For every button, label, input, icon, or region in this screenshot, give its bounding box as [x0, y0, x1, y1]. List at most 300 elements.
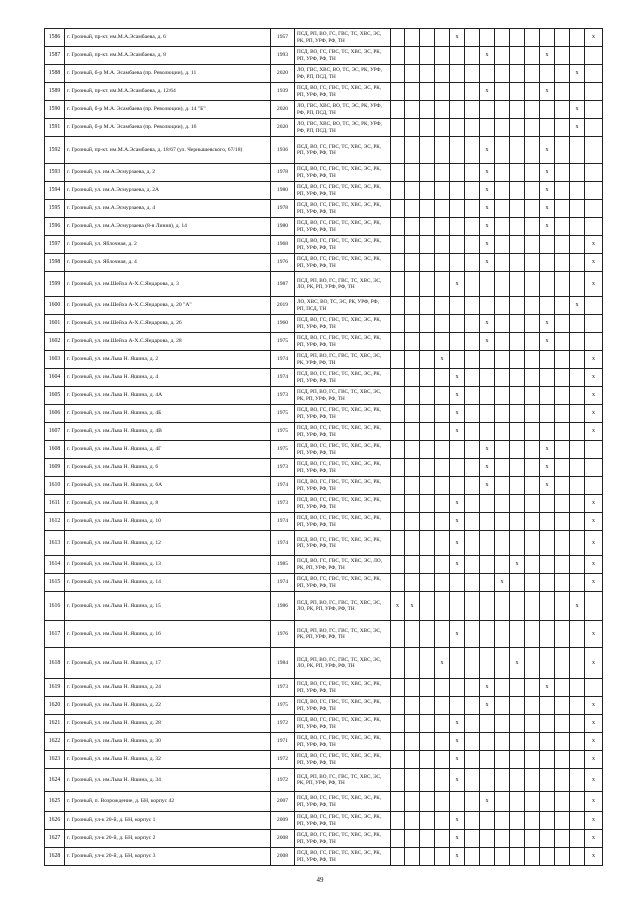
mark-cell — [450, 218, 465, 236]
table-row — [45, 47, 603, 65]
row-number: 1609 — [45, 459, 65, 477]
mark-cell: x — [585, 531, 603, 556]
mark-cell — [420, 164, 435, 182]
row-number: 1621 — [45, 715, 65, 733]
mark-cell — [435, 315, 450, 333]
mark-cell — [510, 531, 525, 556]
mark-cell — [555, 792, 570, 812]
table-row — [45, 369, 603, 387]
mark-cell — [525, 531, 540, 556]
mark-cell — [510, 200, 525, 218]
mark-cell — [480, 29, 495, 47]
mark-cell: x — [450, 621, 465, 648]
mark-cell — [450, 137, 465, 164]
mark-cell — [510, 405, 525, 423]
mark-cell — [391, 830, 405, 848]
mark-cell — [510, 848, 525, 866]
mark-cell — [465, 715, 480, 733]
mark-cell — [540, 812, 555, 830]
mark-cell — [420, 236, 435, 254]
mark-cell — [391, 218, 405, 236]
mark-cell — [510, 769, 525, 792]
mark-cell: x — [540, 200, 555, 218]
mark-cell: x — [480, 47, 495, 65]
mark-cell — [540, 423, 555, 441]
year-cell: 1936 — [271, 137, 295, 164]
mark-cell — [435, 830, 450, 848]
mark-cell — [435, 182, 450, 200]
mark-cell — [405, 218, 420, 236]
address-cell: г. Грозный, ул. Яблочная, д. 4 — [65, 254, 271, 272]
table-row — [45, 812, 603, 830]
mark-cell — [435, 218, 450, 236]
mark-cell — [465, 297, 480, 315]
services-cell: ПСД, ВО, ГС, ГВС, ТС, ХВС, ЭС, РК, РП, УРФ, РФ, ТН — [295, 236, 391, 254]
mark-cell — [435, 697, 450, 715]
mark-cell — [525, 477, 540, 495]
mark-cell — [391, 574, 405, 592]
mark-cell — [420, 697, 435, 715]
mark-cell — [480, 423, 495, 441]
mark-cell: x — [570, 101, 585, 119]
mark-cell — [480, 405, 495, 423]
mark-cell — [391, 621, 405, 648]
mark-cell — [495, 621, 510, 648]
mark-cell — [570, 531, 585, 556]
row-number: 1623 — [45, 751, 65, 769]
mark-cell — [525, 297, 540, 315]
mark-cell — [495, 733, 510, 751]
mark-cell — [391, 164, 405, 182]
mark-cell — [391, 297, 405, 315]
table-row — [45, 679, 603, 697]
mark-cell: x — [450, 848, 465, 866]
mark-cell: x — [450, 751, 465, 769]
mark-cell — [391, 119, 405, 137]
mark-cell — [405, 751, 420, 769]
row-number: 1599 — [45, 272, 65, 297]
mark-cell — [495, 751, 510, 769]
mark-cell — [465, 531, 480, 556]
mark-cell — [495, 405, 510, 423]
mark-cell — [420, 592, 435, 621]
mark-cell — [465, 315, 480, 333]
mark-cell — [405, 297, 420, 315]
mark-cell — [510, 119, 525, 137]
mark-cell — [525, 101, 540, 119]
mark-cell — [555, 531, 570, 556]
mark-cell — [405, 47, 420, 65]
row-number: 1613 — [45, 531, 65, 556]
mark-cell — [540, 848, 555, 866]
mark-cell — [525, 423, 540, 441]
mark-cell — [420, 137, 435, 164]
mark-cell — [555, 459, 570, 477]
mark-cell — [435, 769, 450, 792]
mark-cell: x — [540, 315, 555, 333]
table-row — [45, 574, 603, 592]
table-row — [45, 272, 603, 297]
address-cell: г. Грозный, п. Возрождение, д. БН, корпус 42 — [65, 792, 271, 812]
mark-cell — [480, 513, 495, 531]
mark-cell — [570, 369, 585, 387]
mark-cell — [435, 556, 450, 574]
mark-cell — [585, 200, 603, 218]
mark-cell — [391, 441, 405, 459]
row-number: 1586 — [45, 29, 65, 47]
mark-cell — [391, 812, 405, 830]
mark-cell — [495, 812, 510, 830]
mark-cell — [391, 47, 405, 65]
mark-cell — [435, 333, 450, 351]
mark-cell — [420, 751, 435, 769]
mark-cell — [450, 592, 465, 621]
year-cell: 2008 — [271, 830, 295, 848]
mark-cell — [450, 297, 465, 315]
mark-cell — [510, 733, 525, 751]
mark-cell — [570, 495, 585, 513]
row-number: 1616 — [45, 592, 65, 621]
address-cell: г. Грозный, ул-к 20-й, д. БН, корпус 2 — [65, 830, 271, 848]
mark-cell — [405, 369, 420, 387]
mark-cell — [495, 715, 510, 733]
mark-cell — [555, 592, 570, 621]
mark-cell — [495, 848, 510, 866]
mark-cell — [570, 477, 585, 495]
address-cell: г. Грозный, пр-кт. им.М.А.Эсамбаева, д. 8 — [65, 47, 271, 65]
mark-cell — [570, 236, 585, 254]
mark-cell — [585, 101, 603, 119]
mark-cell — [570, 848, 585, 866]
mark-cell — [570, 83, 585, 101]
mark-cell — [435, 751, 450, 769]
mark-cell — [405, 513, 420, 531]
row-number: 1611 — [45, 495, 65, 513]
services-cell: ПСД, РП, ВО, ГС, ГВС, ТС, ХВС, ЭС, ЛО, РК, РП, УРФ, РФ, ТН — [295, 648, 391, 679]
mark-cell — [391, 101, 405, 119]
address-cell: г. Грозный, ул. им.А.Эсмурзаева, д. 4 — [65, 200, 271, 218]
mark-cell — [495, 441, 510, 459]
mark-cell — [570, 679, 585, 697]
mark-cell — [540, 101, 555, 119]
mark-cell — [495, 556, 510, 574]
mark-cell — [465, 648, 480, 679]
mark-cell — [570, 423, 585, 441]
mark-cell — [510, 621, 525, 648]
mark-cell — [555, 697, 570, 715]
mark-cell — [435, 441, 450, 459]
mark-cell — [480, 574, 495, 592]
mark-cell — [495, 423, 510, 441]
mark-cell: x — [585, 733, 603, 751]
mark-cell — [540, 830, 555, 848]
mark-cell — [555, 119, 570, 137]
mark-cell — [405, 119, 420, 137]
services-cell: ПСД, ВО, ГС, ГВС, ТС, ХВС, ЭС, РК, РП, УРФ, РФ, ТН — [295, 812, 391, 830]
row-number: 1622 — [45, 733, 65, 751]
mark-cell — [525, 164, 540, 182]
year-cell: 1987 — [271, 272, 295, 297]
mark-cell — [391, 531, 405, 556]
mark-cell — [525, 751, 540, 769]
mark-cell — [495, 369, 510, 387]
mark-cell — [480, 556, 495, 574]
mark-cell: x — [585, 648, 603, 679]
mark-cell — [510, 83, 525, 101]
services-cell: ПСД, ВО, ГС, ГВС, ТС, ХВС, ЭС, РК, РП, УРФ, РФ, ТН — [295, 137, 391, 164]
mark-cell: x — [480, 137, 495, 164]
mark-cell — [495, 101, 510, 119]
mark-cell: x — [480, 459, 495, 477]
mark-cell: x — [480, 200, 495, 218]
mark-cell: x — [585, 830, 603, 848]
mark-cell — [480, 812, 495, 830]
mark-cell: x — [480, 83, 495, 101]
page-number: 49 — [316, 876, 324, 884]
mark-cell — [435, 83, 450, 101]
table-row — [45, 236, 603, 254]
mark-cell: x — [480, 164, 495, 182]
address-cell: г. Грозный, б-р М.А. Эсамбаева (пр. Революции), д. 11 — [65, 65, 271, 83]
mark-cell — [585, 477, 603, 495]
row-number: 1628 — [45, 848, 65, 866]
mark-cell — [420, 648, 435, 679]
table-row — [45, 182, 603, 200]
mark-cell: x — [585, 236, 603, 254]
mark-cell — [525, 83, 540, 101]
mark-cell — [435, 405, 450, 423]
mark-cell — [435, 531, 450, 556]
mark-cell — [465, 101, 480, 119]
mark-cell — [585, 333, 603, 351]
mark-cell — [405, 679, 420, 697]
address-cell: г. Грозный, ул. им.А.Эсмурзаева, д. 2А — [65, 182, 271, 200]
mark-cell — [480, 769, 495, 792]
services-cell: ЛО, ГВС, ХВС, ВО, ТС, ЭС, РК, УРФ, РФ, РП, ПСД, ТН — [295, 65, 391, 83]
services-cell: ПСД, ВО, ГС, ГВС, ТС, ХВС, ЭС, РК, РП, УРФ, РФ, ТН — [295, 182, 391, 200]
year-cell: 1984 — [271, 648, 295, 679]
services-cell: ПСД, ВО, ГС, ГВС, ТС, ХВС, ЭС, РК, РП, УРФ, РФ, ТН — [295, 47, 391, 65]
mark-cell — [435, 236, 450, 254]
mark-cell — [405, 769, 420, 792]
mark-cell: x — [540, 137, 555, 164]
mark-cell: x — [480, 254, 495, 272]
mark-cell — [420, 441, 435, 459]
mark-cell — [420, 254, 435, 272]
mark-cell — [420, 556, 435, 574]
year-cell: 1974 — [271, 574, 295, 592]
mark-cell — [555, 830, 570, 848]
mark-cell — [480, 351, 495, 369]
mark-cell — [480, 733, 495, 751]
mark-cell — [420, 679, 435, 697]
mark-cell — [420, 477, 435, 495]
mark-cell — [405, 200, 420, 218]
row-number: 1610 — [45, 477, 65, 495]
mark-cell — [391, 137, 405, 164]
mark-cell: x — [450, 513, 465, 531]
mark-cell — [450, 236, 465, 254]
year-cell: 1976 — [271, 254, 295, 272]
mark-cell — [391, 495, 405, 513]
mark-cell — [555, 315, 570, 333]
row-number: 1594 — [45, 182, 65, 200]
mark-cell: x — [585, 556, 603, 574]
address-cell: г. Грозный, ул. им.Льва Н. Яшина, д. 15 — [65, 592, 271, 621]
mark-cell — [525, 387, 540, 405]
mark-cell — [525, 733, 540, 751]
mark-cell: x — [450, 369, 465, 387]
table-row — [45, 848, 603, 866]
address-cell: г. Грозный, ул. им.Льва Н. Яшина, д. 13 — [65, 556, 271, 574]
mark-cell — [435, 200, 450, 218]
mark-cell — [391, 697, 405, 715]
mark-cell — [555, 164, 570, 182]
mark-cell — [465, 751, 480, 769]
mark-cell — [450, 200, 465, 218]
mark-cell — [495, 697, 510, 715]
mark-cell — [435, 513, 450, 531]
mark-cell — [555, 679, 570, 697]
mark-cell — [420, 405, 435, 423]
mark-cell — [420, 513, 435, 531]
mark-cell — [570, 441, 585, 459]
year-cell: 1974 — [271, 369, 295, 387]
mark-cell — [540, 715, 555, 733]
row-number: 1600 — [45, 297, 65, 315]
mark-cell: x — [450, 531, 465, 556]
mark-cell — [585, 459, 603, 477]
mark-cell — [555, 733, 570, 751]
mark-cell — [510, 369, 525, 387]
mark-cell — [405, 531, 420, 556]
mark-cell — [570, 574, 585, 592]
mark-cell — [525, 218, 540, 236]
mark-cell — [465, 351, 480, 369]
address-cell: г. Грозный, пр-кт. им.М.А.Эсамбаева, д. 18/67 (ул. Чернышевского, 67/18) — [65, 137, 271, 164]
mark-cell — [450, 648, 465, 679]
mark-cell — [391, 254, 405, 272]
mark-cell — [555, 441, 570, 459]
address-cell: г. Грозный, ул. им.Шейха А-Х.С.Яндарова, д. 28 — [65, 333, 271, 351]
mark-cell — [510, 272, 525, 297]
mark-cell — [555, 351, 570, 369]
mark-cell: x — [540, 164, 555, 182]
mark-cell — [555, 423, 570, 441]
mark-cell — [555, 297, 570, 315]
mark-cell — [555, 812, 570, 830]
mark-cell: x — [540, 218, 555, 236]
mark-cell — [465, 441, 480, 459]
table-row — [45, 164, 603, 182]
row-number: 1604 — [45, 369, 65, 387]
mark-cell — [570, 47, 585, 65]
mark-cell — [405, 574, 420, 592]
mark-cell — [480, 531, 495, 556]
mark-cell — [405, 387, 420, 405]
mark-cell — [555, 254, 570, 272]
mark-cell — [435, 733, 450, 751]
mark-cell — [435, 65, 450, 83]
mark-cell — [555, 137, 570, 164]
mark-cell — [450, 182, 465, 200]
year-cell: 1972 — [271, 769, 295, 792]
services-cell: ПСД, ВО, ГС, ГВС, ТС, ХВС, ЭС, РК, РП, УРФ, РФ, ТН — [295, 369, 391, 387]
mark-cell — [555, 769, 570, 792]
row-number: 1612 — [45, 513, 65, 531]
services-cell: ПСД, РП, ВО, ГС, ГВС, ТС, ХВС, ЭС, РК, РП, УРФ, РФ, ТН — [295, 387, 391, 405]
mark-cell: x — [450, 272, 465, 297]
mark-cell — [510, 812, 525, 830]
mark-cell — [420, 119, 435, 137]
mark-cell — [391, 715, 405, 733]
row-number: 1605 — [45, 387, 65, 405]
mark-cell: x — [585, 351, 603, 369]
mark-cell — [585, 164, 603, 182]
mark-cell — [585, 137, 603, 164]
services-cell: ЛО, ХВС, ВО, ТС, ЭС, РК, УРФ, РФ, РП, ПСД, ТН — [295, 297, 391, 315]
row-number: 1597 — [45, 236, 65, 254]
address-cell: г. Грозный, ул. им.Льва Н. Яшина, д. 28 — [65, 715, 271, 733]
services-cell: ПСД, ВО, ГС, ГВС, ТС, ХВС, ЭС, РК, РП, УРФ, РФ, ТН — [295, 574, 391, 592]
services-cell: ПСД, ВО, ГС, ГВС, ТС, ХВС, ЭС, РК, РП, УРФ, РФ, ТН — [295, 697, 391, 715]
address-cell: г. Грозный, ул. им.Льва Н. Яшина, д. 14 — [65, 574, 271, 592]
mark-cell — [480, 648, 495, 679]
mark-cell — [405, 29, 420, 47]
mark-cell — [585, 83, 603, 101]
mark-cell — [420, 65, 435, 83]
services-cell: ПСД, ВО, ГС, ГВС, ТС, ХВС, ЭС, РК, РП, УРФ, РФ, ТН — [295, 254, 391, 272]
mark-cell — [435, 137, 450, 164]
row-number: 1589 — [45, 83, 65, 101]
mark-cell — [465, 83, 480, 101]
mark-cell: x — [585, 423, 603, 441]
mark-cell — [540, 574, 555, 592]
address-cell: г. Грозный, ул. им.Льва Н. Яшина, д. 30 — [65, 733, 271, 751]
mark-cell — [495, 459, 510, 477]
mark-cell: x — [585, 621, 603, 648]
mark-cell — [480, 272, 495, 297]
mark-cell — [525, 769, 540, 792]
address-cell: г. Грозный, ул. им.Льва Н. Яшина, д. 6А — [65, 477, 271, 495]
mark-cell — [465, 405, 480, 423]
mark-cell — [405, 848, 420, 866]
mark-cell: x — [570, 297, 585, 315]
mark-cell — [555, 272, 570, 297]
mark-cell — [391, 769, 405, 792]
year-cell: 1968 — [271, 236, 295, 254]
mark-cell: x — [585, 513, 603, 531]
table-row — [45, 423, 603, 441]
mark-cell — [405, 792, 420, 812]
mark-cell: x — [495, 574, 510, 592]
row-number: 1615 — [45, 574, 65, 592]
mark-cell — [480, 830, 495, 848]
mark-cell — [540, 495, 555, 513]
row-number: 1606 — [45, 405, 65, 423]
mark-cell: x — [450, 769, 465, 792]
services-cell: ПСД, ВО, ГС, ГВС, ТС, ХВС, ЭС, РК, РП, УРФ, РФ, ТН — [295, 513, 391, 531]
row-number: 1596 — [45, 218, 65, 236]
mark-cell — [540, 792, 555, 812]
address-cell: г. Грозный, ул. им.Льва Н. Яшина, д. 4 — [65, 369, 271, 387]
table-row — [45, 441, 603, 459]
mark-cell: x — [585, 272, 603, 297]
table-row — [45, 405, 603, 423]
mark-cell — [495, 297, 510, 315]
table-row — [45, 137, 603, 164]
mark-cell: x — [480, 697, 495, 715]
